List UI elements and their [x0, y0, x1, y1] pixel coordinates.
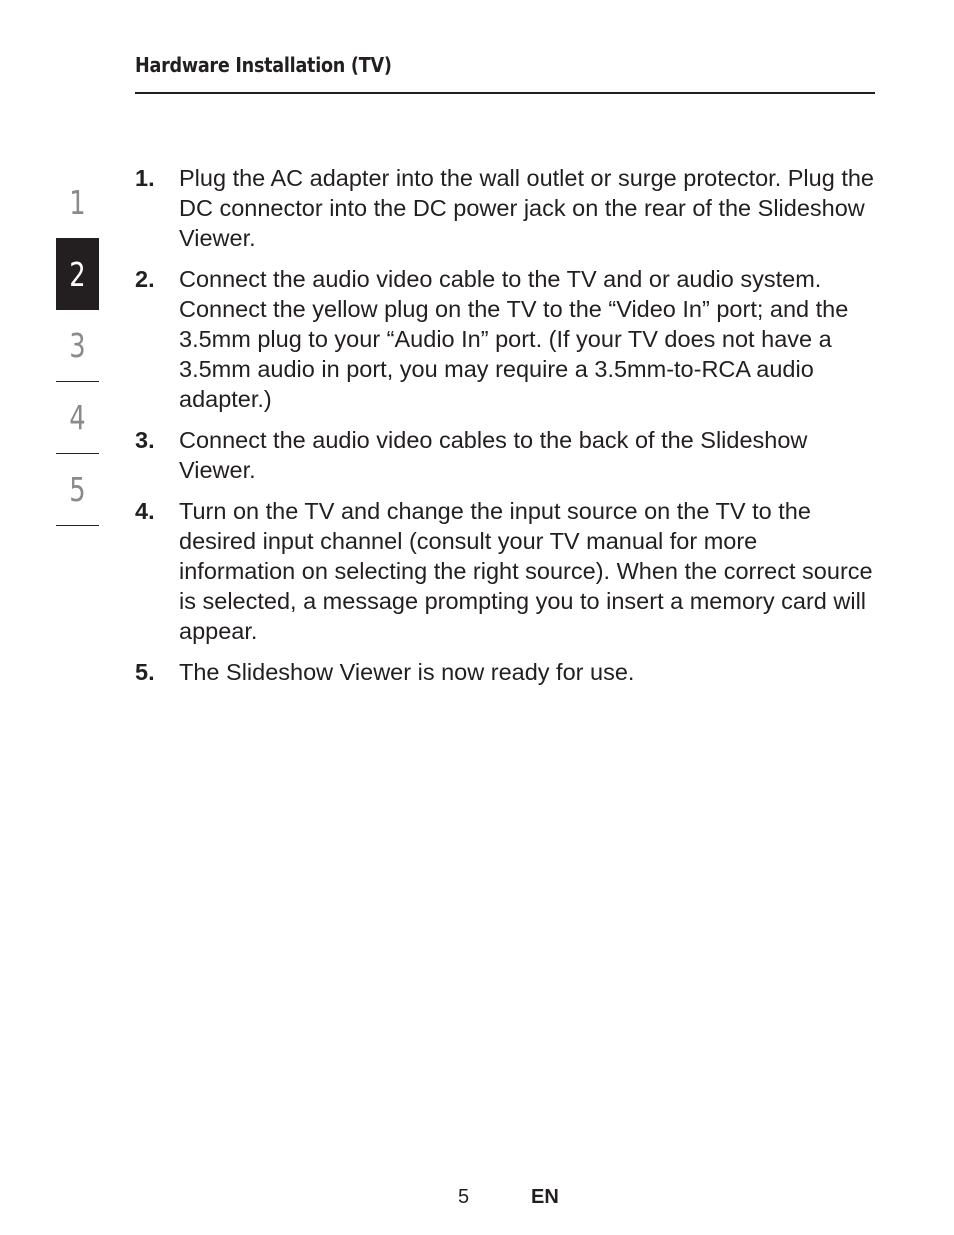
- step-number: 2.: [135, 266, 155, 292]
- chapter-tab-label: 4: [69, 398, 86, 437]
- chapter-tab-1[interactable]: [56, 166, 99, 238]
- step-number: 1.: [135, 165, 155, 191]
- chapter-tab-label: 2: [69, 254, 86, 294]
- page-number: 5: [458, 1186, 470, 1208]
- step-item: [135, 496, 875, 646]
- step-item: [135, 163, 875, 253]
- chapter-tab-label: 1: [69, 182, 86, 222]
- page-title: Hardware Installation (TV): [135, 53, 392, 77]
- step-text: Plug the AC adapter into the wall outlet or surge protector. Plug the DC connector into the DC power jack on the rear of the Slideshow Viewer.: [179, 165, 874, 251]
- step-text: Turn on the TV and change the input source on the TV to the desired input channel (consult your TV manual for more information on selecting the right source). When the correct source is selected, a message prompting you to insert a memory card will appear.: [179, 498, 873, 644]
- header-divider: [135, 92, 875, 94]
- chapter-tab-4[interactable]: [56, 382, 99, 454]
- step-text: Connect the audio video cables to the back of the Slideshow Viewer.: [179, 427, 808, 483]
- step-number: 5.: [135, 659, 155, 685]
- chapter-nav: [56, 166, 99, 526]
- step-number: 4.: [135, 498, 155, 524]
- installation-steps: [135, 163, 875, 698]
- chapter-tab-3[interactable]: [56, 310, 99, 382]
- chapter-tab-5[interactable]: [56, 454, 99, 526]
- chapter-tab-label: 3: [69, 326, 86, 365]
- step-text: Connect the audio video cable to the TV and or audio system. Connect the yellow plug on the TV to the “Video In” port; and the 3.5mm plug to your “Audio In” port. (If your TV does not have a 3.5mm audio in port, you may require a 3.5mm-to-RCA audio adapter.): [179, 266, 849, 412]
- language-code: EN: [531, 1186, 559, 1208]
- chapter-tab-label: 5: [69, 470, 86, 509]
- step-item: [135, 425, 875, 485]
- step-item: [135, 264, 875, 414]
- chapter-tab-2[interactable]: [56, 238, 99, 310]
- step-number: 3.: [135, 427, 155, 453]
- step-text: The Slideshow Viewer is now ready for use.: [179, 659, 635, 685]
- step-item: [135, 657, 875, 687]
